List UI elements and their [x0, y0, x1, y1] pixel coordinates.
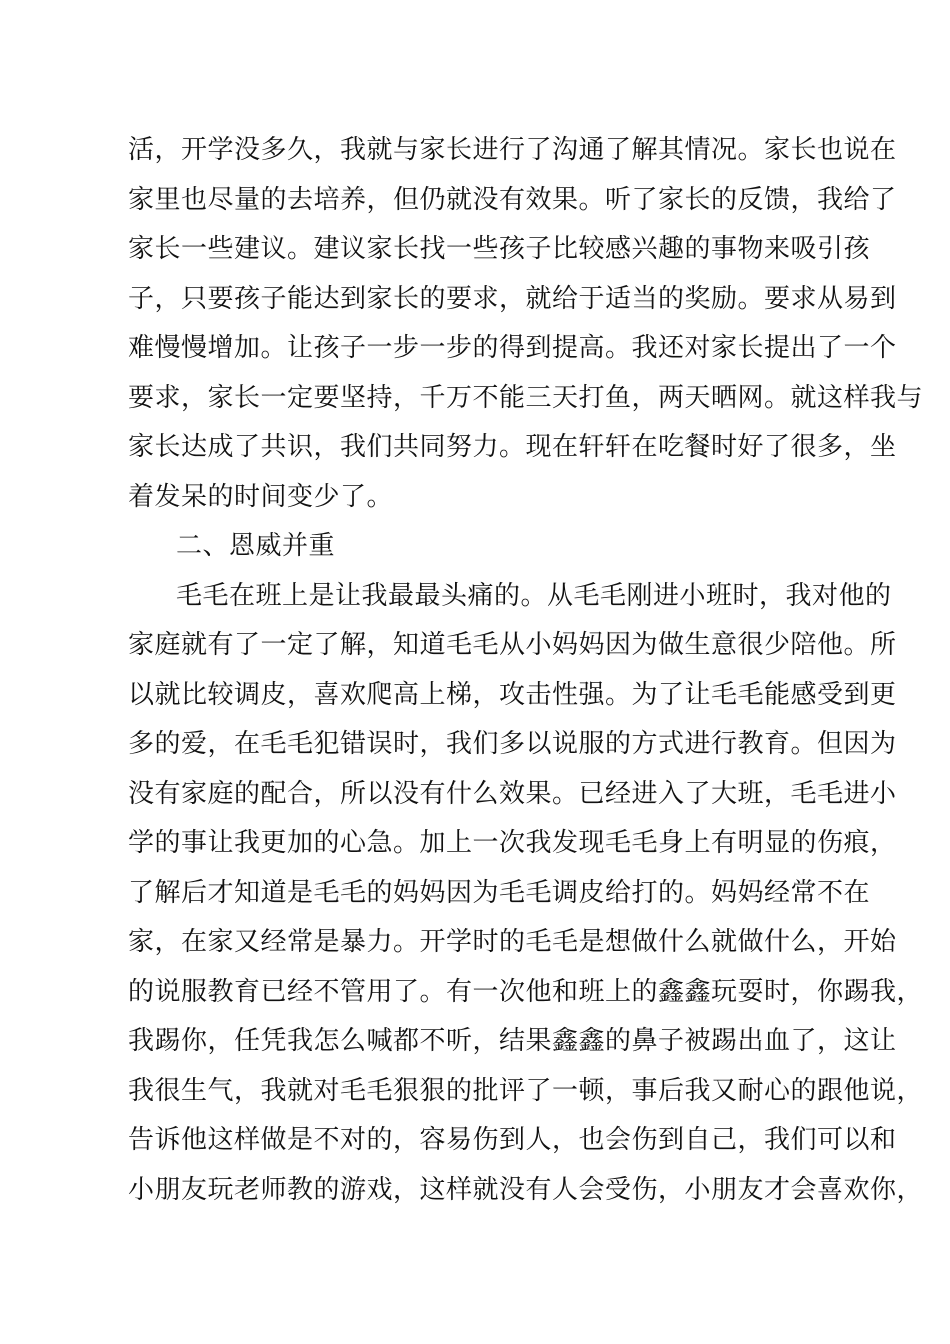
paragraph-line: 家里也尽量的去培养，但仍就没有效果。听了家长的反馈，我给了 [128, 184, 897, 215]
paragraph-1 [128, 126, 924, 522]
paragraph-line: 以就比较调皮，喜欢爬高上梯，攻击性强。为了让毛毛能感受到更 [128, 679, 897, 710]
paragraph-line: 了解后才知道是毛毛的妈妈因为毛毛调皮给打的。妈妈经常不在 [128, 877, 871, 908]
paragraph-line: 着发呆的时间变少了。 [128, 481, 394, 512]
paragraph-line: 没有家庭的配合，所以没有什么效果。已经进入了大班，毛毛进小 [128, 778, 897, 809]
paragraph-line: 家长一些建议。建议家长找一些孩子比较感兴趣的事物来吸引孩 [128, 234, 871, 264]
paragraph-line: 家长达成了共识，我们共同努力。现在轩轩在吃餐时好了很多，坐 [128, 432, 897, 462]
paragraph-line: 家庭就有了一定了解，知道毛毛从小妈妈因为做生意很少陪他。所 [128, 630, 897, 660]
paragraph-line: 要求，家长一定要坚持，千万不能三天打鱼，两天晒网。就这样我与 [128, 382, 924, 413]
paragraph-line: 小朋友玩老师教的游戏，这样就没有人会受伤，小朋友才会喜欢你， [128, 1174, 924, 1205]
section-heading: 二、恩威并重 [176, 531, 336, 561]
paragraph-line: 学的事让我更加的心急。加上一次我发现毛毛身上有明显的伤痕， [128, 828, 897, 858]
paragraph-line: 难慢慢增加。让孩子一步一步的得到提高。我还对家长提出了一个 [128, 333, 897, 363]
paragraph-line: 家，在家又经常是暴力。开学时的毛毛是想做什么就做什么，开始 [128, 927, 897, 957]
paragraph-line: 活，开学没多久，我就与家长进行了沟通了解其情况。家长也说在 [128, 135, 897, 165]
paragraph-line: 告诉他这样做是不对的，容易伤到人，也会伤到自己，我们可以和 [128, 1125, 897, 1155]
paragraph-line: 子，只要孩子能达到家长的要求，就给于适当的奖励。要求从易到 [128, 283, 897, 314]
paragraph-line: 毛毛在班上是让我最最头痛的。从毛毛刚进小班时，我对他的 [176, 580, 892, 611]
document-body [128, 126, 924, 1215]
paragraph-line: 我很生气，我就对毛毛狠狠的批评了一顿，事后我又耐心的跟他说， [128, 1075, 924, 1106]
paragraph-2 [128, 572, 924, 1216]
paragraph-line: 的说服教育已经不管用了。有一次他和班上的鑫鑫玩耍时，你踢我， [128, 976, 924, 1007]
paragraph-line: 我踢你，任凭我怎么喊都不听，结果鑫鑫的鼻子被踢出血了，这让 [128, 1026, 897, 1056]
paragraph-line: 多的爱，在毛毛犯错误时，我们多以说服的方式进行教育。但因为 [128, 729, 897, 759]
